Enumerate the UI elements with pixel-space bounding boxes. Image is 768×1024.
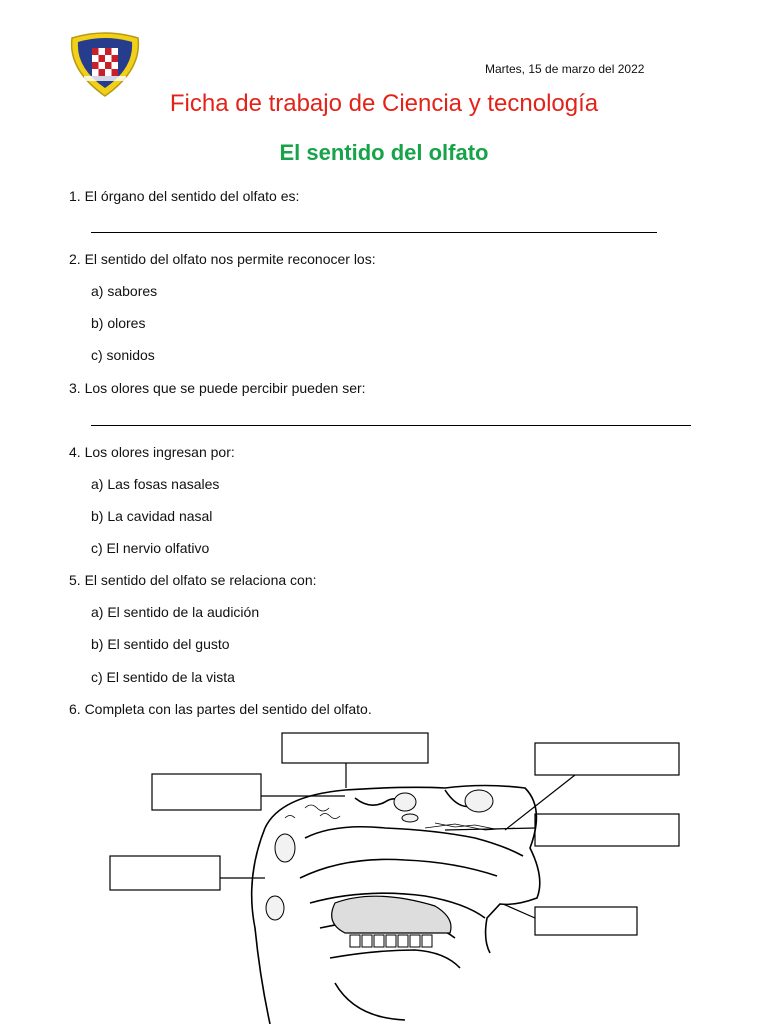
question-2-option-c: c) sonidos (91, 347, 155, 363)
label-box-lower-left[interactable] (110, 856, 220, 890)
school-badge-logo (66, 30, 144, 98)
answer-blank-3[interactable] (91, 425, 691, 426)
question-4-option-c: c) El nervio olfativo (91, 540, 210, 556)
question-5-option-b: b) El sentido del gusto (91, 636, 230, 652)
question-3: 3. Los olores que se puede percibir pueden ser: (69, 380, 366, 396)
label-box-lower-right[interactable] (535, 907, 637, 935)
label-box-top[interactable] (282, 733, 428, 763)
question-5-option-a: a) El sentido de la audición (91, 604, 260, 620)
label-box-middle-right[interactable] (535, 814, 679, 846)
question-5-option-c: c) El sentido de la vista (91, 669, 235, 685)
question-5: 5. El sentido del olfato se relaciona con: (69, 572, 317, 588)
question-4-option-b: b) La cavidad nasal (91, 508, 213, 524)
question-4: 4. Los olores ingresan por: (69, 444, 235, 460)
page-title: Ficha de trabajo de Ciencia y tecnología (169, 90, 599, 117)
question-2-option-a: a) sabores (91, 283, 158, 299)
page-subtitle: El sentido del olfato (279, 140, 489, 165)
nose-cross-section-diagram (105, 728, 695, 1024)
question-2-option-b: b) olores (91, 315, 146, 331)
question-4-option-a: a) Las fosas nasales (91, 476, 220, 492)
date-text: Martes, 15 de marzo del 2022 (485, 62, 645, 76)
label-box-upper-right[interactable] (535, 743, 679, 775)
question-2: 2. El sentido del olfato nos permite reconocer los: (69, 251, 376, 267)
answer-blank-1[interactable] (91, 232, 657, 233)
question-1: 1. El órgano del sentido del olfato es: (69, 188, 300, 204)
question-6: 6. Completa con las partes del sentido del olfato. (69, 701, 372, 717)
label-box-upper-left[interactable] (152, 774, 261, 810)
